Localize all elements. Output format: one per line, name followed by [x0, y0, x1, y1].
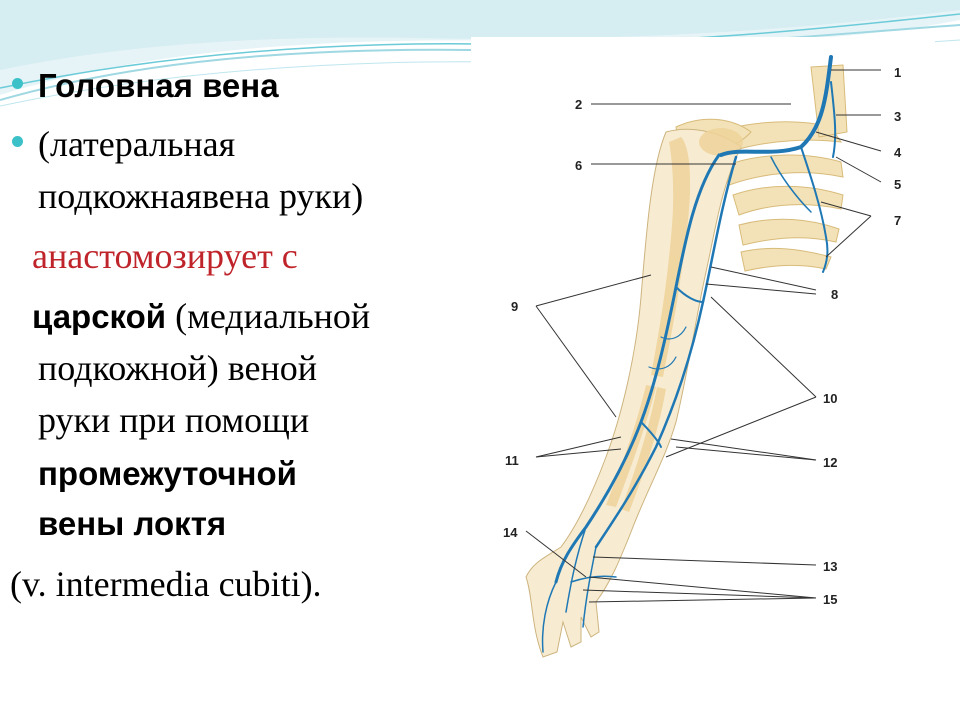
- figure-label-10: 10: [823, 391, 838, 406]
- text-medialnoy: (медиальной: [166, 296, 371, 336]
- figure-label-7: 7: [894, 213, 902, 228]
- figure-label-1: 1: [894, 65, 902, 80]
- figure-label-2: 2: [575, 97, 583, 112]
- figure-label-15: 15: [823, 592, 838, 607]
- text-line-podkozhnoy: подкожной) веной: [38, 348, 317, 388]
- figure-label-4: 4: [894, 145, 902, 160]
- figure-label-11: 11: [505, 453, 519, 468]
- bold-line-veny: вены локтя: [38, 505, 227, 542]
- text-line-tsarskoy: [32, 294, 370, 339]
- figure-label-13: 13: [823, 559, 838, 574]
- figure-label-8: 8: [831, 287, 839, 302]
- red-text-line: анастомозирует с: [32, 236, 298, 276]
- bullet-dot-1: [12, 78, 23, 89]
- bullet-text-line-1: (латеральная: [38, 124, 236, 164]
- bullet-dot-2: [12, 136, 23, 147]
- figure-label-9: 9: [511, 299, 519, 314]
- arm-veins-illustration: [471, 37, 935, 677]
- figure-label-3: 3: [894, 109, 902, 124]
- bullet-heading: Головная вена: [38, 67, 279, 104]
- figure-label-12: 12: [823, 455, 838, 470]
- bold-word-tsarskoy: царской: [32, 298, 167, 335]
- figure-label-5: 5: [894, 177, 902, 192]
- bullet-text-line-2: подкожнаявена руки): [38, 176, 364, 216]
- latin-term: (v. intermedia cubiti).: [10, 564, 322, 604]
- arm-veins-svg: [471, 37, 935, 677]
- figure-label-6: 6: [575, 158, 583, 173]
- text-line-ruki: руки при помощи: [38, 400, 310, 440]
- figure-label-14: 14: [503, 525, 518, 540]
- bold-line-promezh: промежуточной: [38, 455, 297, 492]
